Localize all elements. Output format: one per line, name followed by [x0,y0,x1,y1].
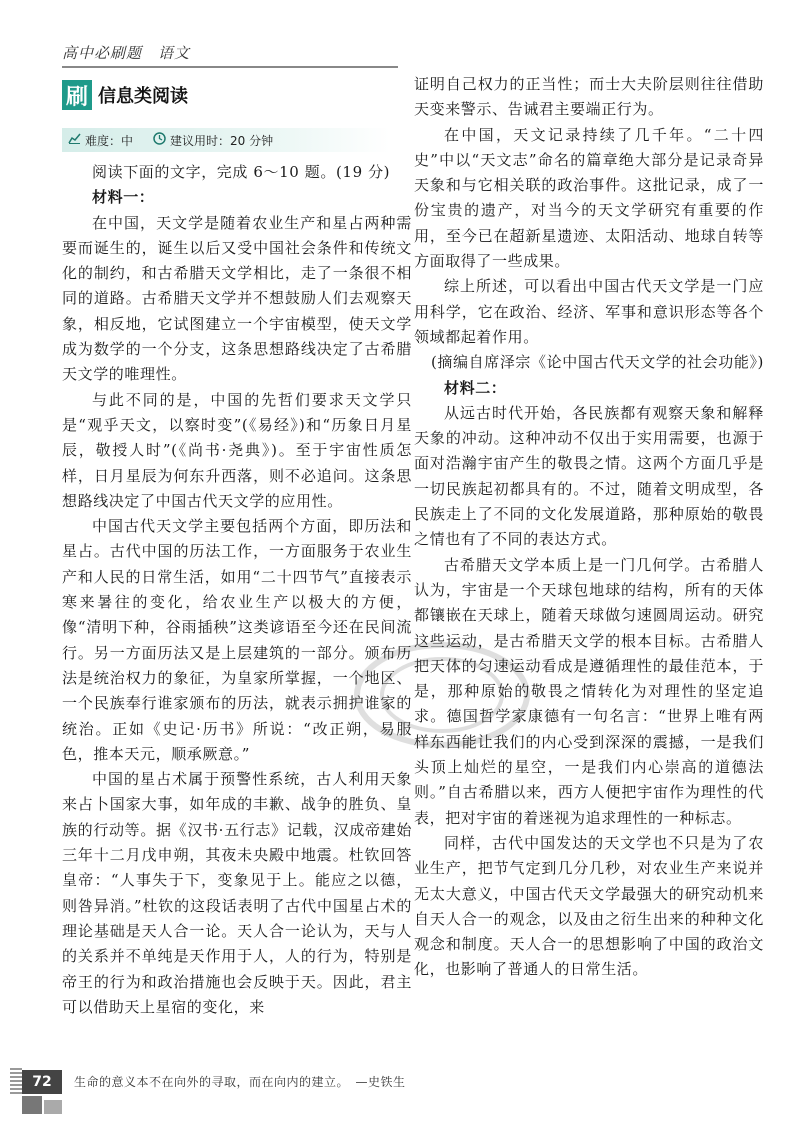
section-heading [62,80,188,110]
book-title: 高中必刷题 语文 [62,44,191,62]
page-number: 72 [22,1070,62,1094]
paragraph: 中国的星占术属于预警性系统，古人利用天象来占卜国家大事，如年成的丰歉、战争的胜负、皇族的行动等。据《汉书·五行志》记载，汉成帝建始三年十二月戊申朔，其夜未央殿中地震。杜钦回答皇帝：“人事失于下，变象见于上。能应之以德，则咎异消。”杜钦的这段话表明了古代中国星占术的理论基础是天人合一论。天人合一论认为，天与人的关系并不单纯是天作用于人，人的行为，特别是帝王的行为和政治措施也会反映于天。因此，君主可以借助天上星宿的变化，来 [62,770,412,1016]
paragraph: 从远古时代开始，各民族都有观察天象和解释天象的冲动。这种冲动不仅出于实用需要，也源于面对浩瀚宇宙产生的敬畏之情。这两个方面几乎是一切民族起初都具有的。不过，随着文明成型，各民族走上了不同的文化发展道路，那种原始的敬畏之情也有了不同的表达方式。 [414,403,764,549]
right-column [414,72,764,983]
chart-icon [68,133,81,147]
left-column [62,160,412,1020]
material-two-label: 材料二： [444,378,507,397]
paragraph: 综上所述，可以看出中国古代天文学是一门应用科学，它在政治、经济、军事和意识形态等各个领域都起着作用。 [414,277,764,346]
paragraph: 在中国，天文学是随着农业生产和星占两种需要而诞生的，诞生以后又受中国社会条件和传统文化的制约，和古希腊天文学相比，走了一条很不相同的道路。古希腊天文学并不想鼓励人们去观察天象，相反地，它试图建立一个宇宙模型，使天文学成为数学的一个分支，这条思想路线决定了古希腊天文学的唯理性。 [62,213,412,384]
time-label: 建议用时：20 分钟 [170,133,274,148]
paragraph: 同样，古代中国发达的天文学也不只是为了农业生产，把节气定到几分几秒，对农业生产来说并无太大意义，中国古代天文学最强大的研究动机来自天人合一的观念，以及由之衍生出来的种种文化观念和制度。天人合一的思想影响了中国的政治文化，也影响了普通人的日常生活。 [414,833,764,979]
watermark-logo [352,640,532,750]
paragraph: 与此不同的是，中国的先哲们要求天文学只是“观乎天文，以察时变”(《易经》)和“历象日月星辰，敬授人时”(《尚书·尧典》)。至于宇宙性质怎样，日月星辰为何东升西落，则不必追问。这条思想路线决定了中国古代天文学的应用性。 [62,390,412,510]
instruction: 阅读下面的文字，完成 6～10 题。(19 分) [92,163,391,181]
section-title: 信息类阅读 [98,86,188,107]
paragraph: 古希腊天文学本质上是一门几何学。古希腊人认为，宇宙是一个天球包地球的结构，所有的天体都镶嵌在天球上，随着天球做匀速圆周运动。研究这些运动，是古希腊天文学的根本目标。古希腊人把天体的匀速运动看成是遵循理性的最佳范本，于是，那种原始的敬畏之情转化为对理性的坚定追求。德国哲学家康德有一句名言：“世界上唯有两样东西能让我们的内心受到深深的震撼，一是我们头顶上灿烂的星空，一是我们内心崇高的道德法则。”自古希腊以来，西方人便把宇宙作为理性的代表，把对宇宙的着迷视为追求理性的一种标志。 [414,555,764,827]
footer-decoration [10,1066,22,1094]
paragraph: 证明自己权力的正当性；而士大夫阶层则往往借助天变来警示、告诫君主要端正行为。 [414,75,764,119]
footer-decoration [22,1096,42,1114]
material-one-label: 材料一： [92,188,155,207]
header-divider [62,66,398,68]
paragraph: 中国古代天文学主要包括两个方面，即历法和星占。古代中国的历法工作，一方面服务于农业生产和人民的日常生活，如用“二十四节气”直接表示寒来暑往的变化，给农业生产以极大的方便，像“清明下种，谷雨插秧”这类谚语至今还在民间流行。另一方面历法又是上层建筑的一部分。颁布历法是统治权力的象征，为皇家所掌握，一个地区、一个民族奉行谁家颁布的历法，就表示拥护谁家的统治。正如《史记·历书》所说：“改正朔，易服色，推本天元，顺承厥意。” [62,517,412,763]
section-badge: 刷 [62,80,92,110]
meta-bar [62,128,390,152]
paragraph: 在中国，天文记录持续了几千年。“二十四史”中以“天文志”命名的篇章绝大部分是记录奇异天象和与它相关联的政治事件。这批记录，成了一份宝贵的遗产，对当今的天文学研究有重要的作用，至今已在超新星遗迹、太阳活动、地球自转等方面取得了一些成果。 [414,125,764,271]
source-citation: (摘编自席泽宗《论中国古代天文学的社会功能》) [430,353,764,372]
footer-quote: 生命的意义本不在向外的寻取，而在向内的建立。 —史铁生 [74,1075,406,1089]
difficulty-label: 难度：中 [85,133,134,148]
footer-decoration [44,1100,62,1114]
clock-icon [153,132,166,148]
